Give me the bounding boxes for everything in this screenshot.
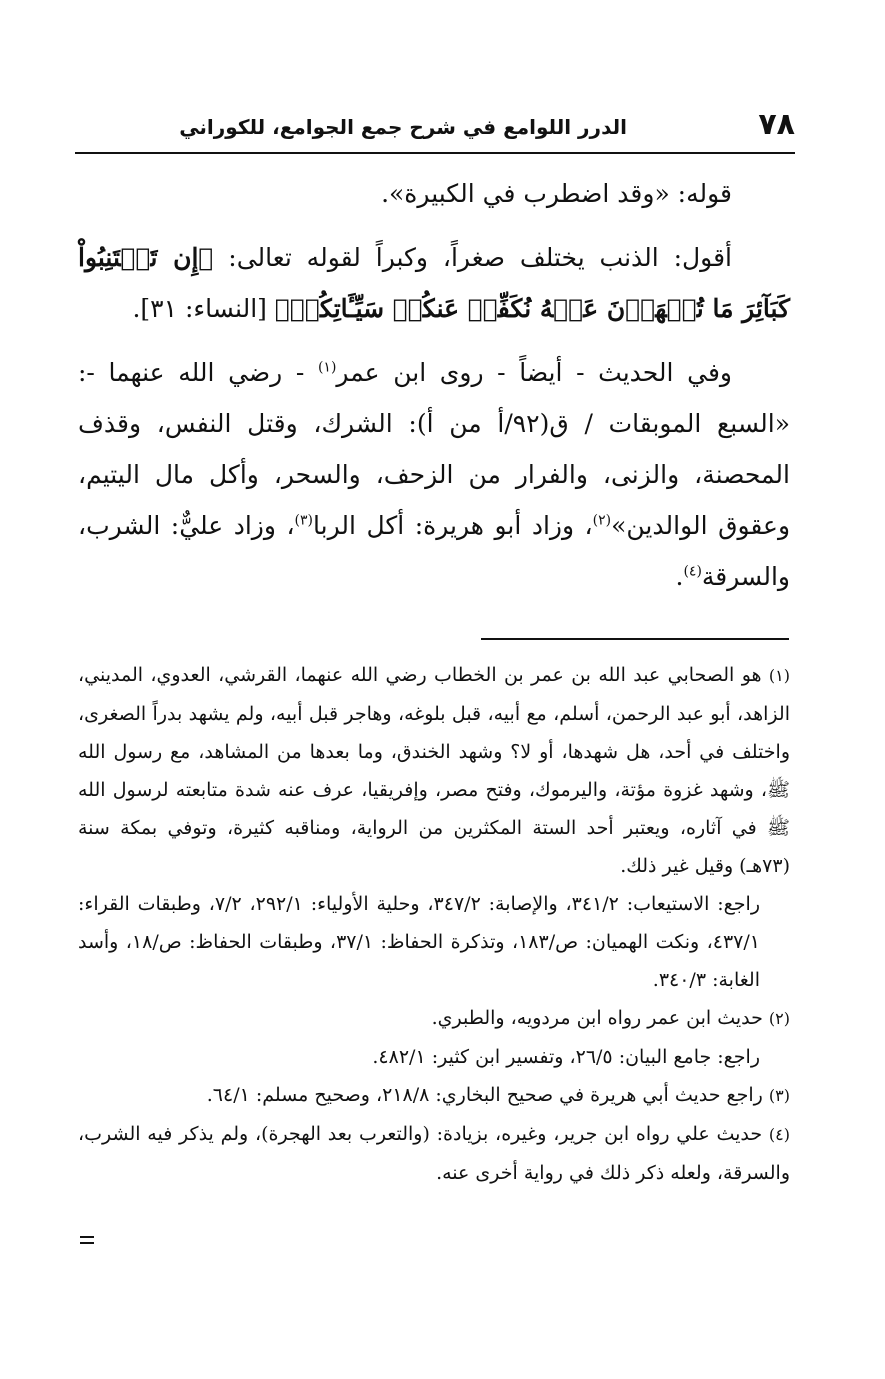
footnote-text: حديث ابن عمر رواه ابن مردويه، والطبري. (431, 1007, 763, 1029)
paragraph-lead: أقول: الذنب يختلف صغراً، وكبراً لقوله تعالى: (213, 243, 732, 272)
footnotes (78, 656, 790, 1192)
paragraph-commentary (78, 232, 790, 334)
hadith-segment: ، وزاد أبو هريرة: أكل الربا (313, 511, 593, 540)
header-rule (75, 152, 795, 154)
footnote-ref-3[interactable]: (٣) (294, 512, 314, 529)
footnote-number: (٢) (768, 1009, 790, 1028)
footnote-1-references (78, 885, 790, 999)
verse-citation: [النساء: ٣١]. (132, 294, 275, 323)
paragraph-quote (78, 168, 790, 219)
footnote-ref-4[interactable]: (٤) (683, 563, 702, 580)
page-number: ٧٨ (758, 107, 795, 142)
main-text (78, 168, 790, 602)
continuation-mark (80, 1236, 94, 1244)
footnote-1 (78, 656, 790, 885)
footnote-3 (78, 1076, 790, 1115)
footnote-separator (481, 638, 789, 640)
page-header (75, 105, 795, 151)
running-title: الدرر اللوامع في شرح جمع الجوامع، للكوراني (179, 115, 627, 139)
hadith-segment: . (675, 562, 684, 591)
footnote-4 (78, 1115, 790, 1192)
footnote-2-references (78, 1038, 790, 1076)
hadith-segment: ، وزاد عليٌّ: الشرب، والسرقة (78, 511, 790, 591)
hadith-segment: - رضي الله عنهما -: «السبع الموبقات / ق(٩٢/أ من أ): الشرك، وقتل النفس، وقذف المحصنة، والزنى، والفرار من الزحف، والسحر، وأكل مال اليتيم، وعقوق الوالدين» (78, 358, 791, 540)
footnote-number: (١) (768, 666, 790, 685)
quran-verse: ﴿إِن تَجۡتَنِبُواْ كَبَآئِرَ مَا تُنۡهَوۡنَ عَنۡهُ نُكَفِّرۡ عَنكُمۡ سَيِّـَٔاتِكُمۡ﴾ (78, 243, 790, 323)
footnote-2 (78, 999, 790, 1038)
footnote-text: هو الصحابي عبد الله بن عمر بن الخطاب رضي الله عنهما، القرشي، العدوي، المديني، الزاهد، أبو عبد الرحمن، أسلم، مع أبيه، قبل بلوغه، وهاجر قبل أبيه، ولم يشهد بدراً الصغرى، واختلف في أحد، هل شهدها، أو لا؟ وشهد الخندق، وما بعدها من المشاهد، مع رسول الله ﷺ، وشهد غزوة مؤتة، واليرموك، وفتح مصر، وإفريقيا، عرف عنه شدة متابعته لرسول الله ﷺ في آثاره، ويعتبر أحد الستة المكثرين من الرواية، ومناقبه كثيرة، وتوفي بمكة سنة (٧٣هـ) وقيل غير ذلك. (78, 664, 790, 877)
footnote-number: (٤) (768, 1125, 790, 1144)
hadith-segment: وفي الحديث - أيضاً - روى ابن عمر (336, 358, 732, 387)
footnote-references: راجع: الاستيعاب: ٣٤١/٢، والإصابة: ٣٤٧/٢، وحلية الأولياء: ٢٩٢/١، ٧/٢، وطبقات القراء: ٤٣٧/١، ونكت الهميان: ص/١٨٣، وتذكرة الحفاظ: ٣٧/١، وطبقات الحفاظ: ص/١٨، وأسد الغابة: ٣٤٠/٣. (78, 893, 760, 991)
footnote-ref-1[interactable]: (١) (317, 359, 337, 376)
footnote-references: راجع: جامع البيان: ٢٦/٥، وتفسير ابن كثير: ٤٨٢/١. (372, 1046, 760, 1068)
footnote-number: (٣) (768, 1086, 790, 1105)
paragraph-text: قوله: «وقد اضطرب في الكبيرة». (381, 179, 732, 208)
footnote-ref-2[interactable]: (٢) (592, 512, 612, 529)
paragraph-hadith (78, 347, 790, 602)
footnote-text: راجع حديث أبي هريرة في صحيح البخاري: ٢١٨/٨، وصحيح مسلم: ٦٤/١. (206, 1084, 763, 1106)
footnote-text: حديث علي رواه ابن جرير، وغيره، بزيادة: (والتعرب بعد الهجرة)، ولم يذكر فيه الشرب، والسرقة، ولعله ذكر ذلك في رواية أخرى عنه. (78, 1123, 790, 1184)
